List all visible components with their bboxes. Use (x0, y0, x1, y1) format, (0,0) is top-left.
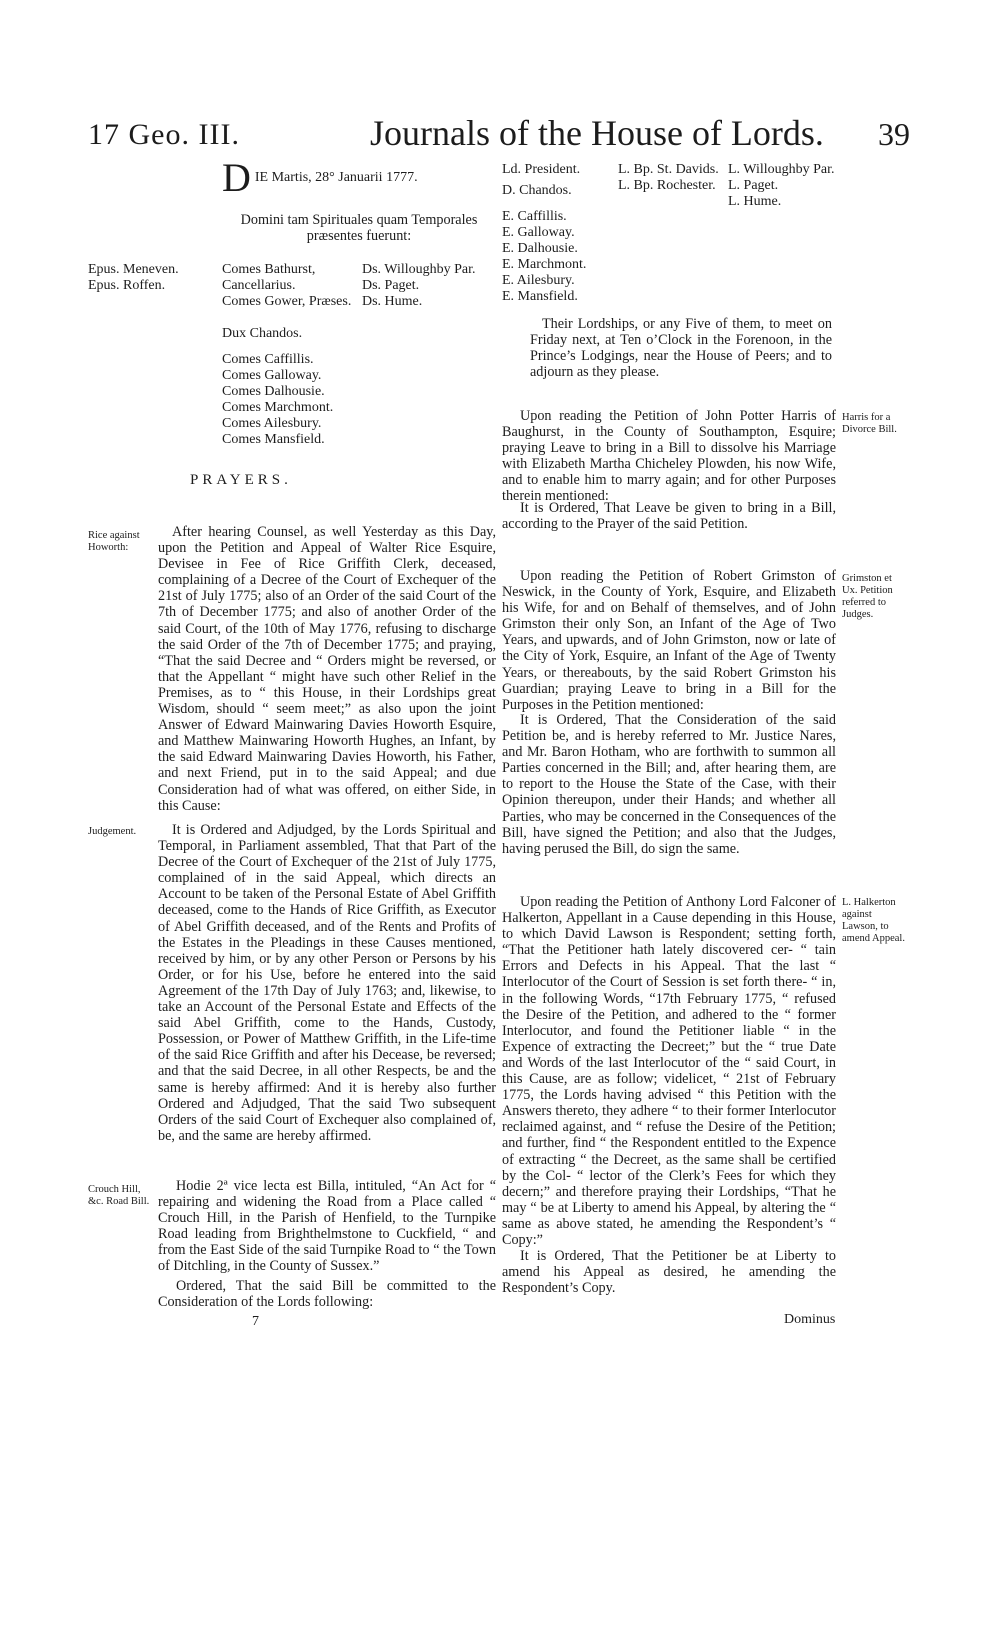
committee-col1 (502, 162, 612, 305)
prayers-heading: PRAYERS. (190, 472, 292, 488)
crouch-ordered: Ordered, That the said Bill be committed to the Consideration of the Lords following: (158, 1278, 496, 1311)
margin-judgement: Judgement. (88, 826, 137, 837)
temporals-col1 (222, 262, 362, 448)
margin-halkerton: L. Halkerton against Lawson, to amend Appeal. (842, 897, 905, 944)
regnal-year: 17 Geo. III. (88, 118, 240, 151)
committee-lord: D. Chandos. (502, 183, 572, 198)
journal-title: Journals of the House of Lords. (370, 113, 824, 153)
committee-lord: E. Galloway. (502, 225, 575, 240)
date-text: IE Martis, 28° Januarii 1777. (254, 170, 418, 185)
committee-lord: L. Bp. Rochester. (618, 178, 716, 193)
committee-meeting: Their Lordships, or any Five of them, to meet on Friday next, at Ten o’Clock in the Forenoon, in the Prince’s Lodgings, near the House of Peers; and to adjourn as they please. (530, 316, 832, 381)
temporal-lord: Comes Ailesbury. (222, 416, 322, 431)
drop-cap: D (222, 155, 251, 200)
committee-lord: E. Mansfield. (502, 289, 578, 304)
grimston-ordered: It is Ordered, That the Consideration of the said Petition be, and is hereby referred to Mr. Justice Nares, and Mr. Baron Hotham, who are forthwith to summon all Parties concerned in the Bill; and, after hearing them, are to report to the House the State of the Case, with their Opinion thereupon, under their Hands; and whether all Parties, who may be concerned in the Consequences of the Bill, have signed the Petition; and also that the Judges, having perused the Bill, do sign the same. (502, 712, 836, 857)
temporal-lord: Comes Galloway. (222, 368, 322, 383)
temporal-lord: Comes Dalhousie. (222, 384, 325, 399)
margin-rice: Rice against Howorth: (88, 530, 140, 553)
margin-harris: Harris for a Divorce Bill. (842, 412, 897, 435)
committee-lord: E. Caffillis. (502, 209, 567, 224)
page-number: 39 (878, 116, 910, 152)
committee-col2 (618, 162, 728, 194)
crouch-text: Hodie 2ª vice lecta est Billa, intituled, “An Act for “ repairing and widening the Road from a Place called “ Crouch Hill, in the Parish of Henfield, to the Turnpike Road leading from Brighthelmstone to Cuckfield, “ and from the East Side of the said Turnpike Road to “ the Town of Ditchling, in the County of Sussex.” (158, 1178, 496, 1275)
grimston-text: Upon reading the Petition of Robert Grimston of Neswick, in the County of York, Esquire, and Elizabeth his Wife, for and on Behalf of themselves, and of John Grimston their only Son, an Infant of the Age of Two Years, and upwards, and of John Grimston, now or late of the City of York, Esquire, an Infant of the Age of Twenty Years, or thereabouts, by the said Robert Grimston his Guardian; praying Leave to bring in a Bill for the Purposes in the Petition mentioned: (502, 568, 836, 713)
temporal-lord: Comes Bathurst, Cancellarius. (222, 262, 316, 293)
committee-lord: Ld. President. (502, 162, 581, 177)
committee-lord: L. Paget. (728, 178, 779, 193)
date-line (222, 155, 512, 200)
committee-lord: L. Hume. (728, 194, 782, 209)
margin-crouch: Crouch Hill, &c. Road Bill. (88, 1184, 150, 1207)
temporal-lord: Ds. Willoughby Par. (362, 262, 476, 277)
committee-lord: E. Ailesbury. (502, 273, 575, 288)
committee-lord: E. Marchmont. (502, 257, 587, 272)
committee-lord: L. Bp. St. Davids. (618, 162, 719, 177)
temporal-lord: Dux Chandos. (222, 326, 303, 341)
temporal-lord: Comes Marchmont. (222, 400, 334, 415)
spirituals-list (88, 262, 208, 294)
attendance-heading: Domini tam Spirituales quam Temporales præsentes fuerunt: (240, 212, 478, 245)
rice-case-text: After hearing Counsel, as well Yesterday as this Day, upon the Petition and Appeal of Walter Rice Esquire, Devisee in Fee of Rice Griffith Clerk, deceased, complaining of a Decree of the Court of Exchequer of the 21st of July 1775; also of an Order of the said Court of the 7th of December 1775; and also of another Order of the said Court, of the 10th of May 1776, refusing to discharge the said Order of the 7th of December 1775; and praying, “That the said Decree and “ Orders might be reversed, or that the Appellant “ might have such other Relief in the Premises, as to “ this House, in their Lordships great Wisdom, should “ seem meet;” as also upon the joint Answer of Edward Mainwaring Davies Howorth Esquire, and Matthew Mainwaring Howorth Hughes, an Infant, by the said Edward Mainwaring Davies Howorth, his Father, and next Friend, put in to the said Appeal; and due Consideration had of what was offered, on either Side, in this Cause: (158, 524, 496, 814)
temporal-lord: Comes Mansfield. (222, 432, 325, 447)
temporals-col2 (362, 262, 502, 310)
committee-lord: E. Dalhousie. (502, 241, 578, 256)
harris-text: Upon reading the Petition of John Potter Harris of Baughurst, in the County of Southampton, Esquire; praying Leave to bring in a Bill to dissolve his Marriage with Elizabeth Martha Chicheley Plowden, his now Wife, and to enable him to marry again; and for other Purposes therein mentioned: (502, 408, 836, 505)
temporal-lord: Comes Gower, Præses. (222, 294, 352, 309)
judgement-text: It is Ordered and Adjudged, by the Lords Spiritual and Temporal, in Parliament assembled, That that Part of the Decree of the Court of Exchequer of the 21st of July 1775, complained of in the said Appeal, which directs an Account to be taken of the Personal Estate of Abel Griffith deceased, come to the Hands of Rice Griffith, as Executor of Abel Griffith deceased, and of the Rents and Profits of the Estates in the Pleadings in these Causes mentioned, received by him, or by any other Person or Persons by his Order, or for his Use, before he entered into the said Agreement of the 17th Day of July 1763; and, likewise, to take an Account of the Personal Estate and Effects of the said Abel Griffith, come to the Hands, Custody, Possession, or Power of Matthew Griffith, in the Life-time of the said Rice Griffith and after his Decease, be reversed; and that the said Decree, in all other Respects, be and the same is hereby affirmed: And it is hereby also further Ordered and Adjudged, That the said Two subsequent Orders of the said Court of Exchequer also complained of, be, and the same are hereby affirmed. (158, 822, 496, 1144)
committee-col3 (728, 162, 838, 210)
temporal-lord: Comes Caffillis. (222, 352, 314, 367)
halkerton-text: Upon reading the Petition of Anthony Lord Falconer of Halkerton, Appellant in a Cause depending in this House, to which David Lawson is Respondent; setting forth, “That the Petitioner hath lately discovered cer- “ tain Errors and Defects in his Appeal. That the last “ Interlocutor of the Court of Session is set forth there- “ in, in the following Words, “17th February 1775, “ refused the Desire of the Petition, and adhered to the “ former Interlocutor, and found the Petitioner liable “ in the Expence of extracting the Decreet;” but the “ true Date and Words of the last Interlocutor of the “ said Court, in this Cause, are as follow; videlicet, “ 21st of February 1775, the Lords having advised “ this Petition with the Answers thereto, they adhere “ to their former Interlocutor reclaimed against, and “ refuse the Desire of the Petition; and further, find “ the Respondent entitled to the Expence of extracting “ the Decreet, as the same shall be certified by the Col- “ lector of the Clerk’s Fees for which they decern;” and therefore praying their Lordships, “That he may “ be at Liberty to amend his Appeal, by altering the “ same as above stated, he amending the Respondent’s “ Copy:” (502, 894, 836, 1248)
committee-lord: L. Willoughby Par. (728, 162, 835, 177)
temporal-lord: Ds. Hume. (362, 294, 423, 309)
signature-mark: 7 (252, 1314, 259, 1329)
spiritual-lord: Epus. Roffen. (88, 278, 166, 293)
temporal-lord: Ds. Paget. (362, 278, 420, 293)
margin-grimston: Grimston et Ux. Petition referred to Judges. (842, 573, 893, 620)
halkerton-ordered: It is Ordered, That the Petitioner be at Liberty to amend his Appeal as desired, he amending the Respondent’s Copy. (502, 1248, 836, 1297)
catchword: Dominus (784, 1312, 836, 1327)
harris-ordered: It is Ordered, That Leave be given to bring in a Bill, according to the Prayer of the said Petition. (502, 500, 836, 533)
spiritual-lord: Epus. Meneven. (88, 262, 179, 277)
